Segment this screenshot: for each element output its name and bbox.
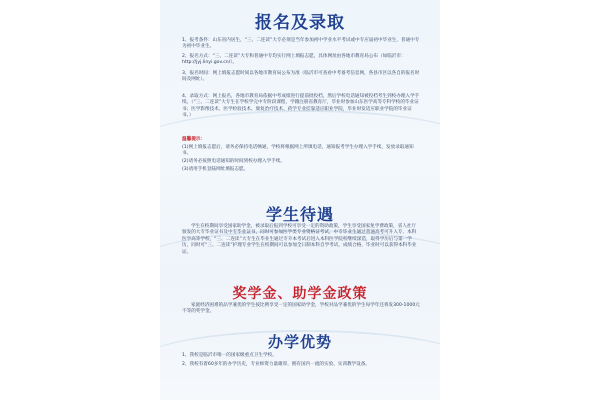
enroll-item-1: 1、报考条件：山东省内居生，“三、二连读”大专必须是当年参加初中学业水平考试或中专应届初中毕业生，普通中专为初中毕业生。 xyxy=(182,38,420,50)
admission-poster xyxy=(160,0,440,400)
heading-treatment: 学生待遇 xyxy=(265,205,334,224)
tip-1: (1)网上填报志愿后，请务必保持电话畅通，学校将根据网上所填电话，通知报考学生办理入学手续，发放录取通知书。 xyxy=(182,145,414,157)
enroll-item-3: 3、报名时间：网上填报志愿时间以各地市教育局公布为准（临沂市可查看中考备考信息网，各县市区以各自的报名时间及网址）。 xyxy=(182,71,420,83)
heading-advantages: 办学优势 xyxy=(267,333,332,351)
treatment-paragraph: 学生在校期间享受国家助学金，被录取后报到学校可享受一定的资助政策，学生享受国家免学费政策，省人社厅颁发的大专毕业证书及中专毕业证书，同时可参加医学类专业资格证考试，中专毕业生通过普通高考可升入专、本科医学高等学校，“三、二连读”大专生在毕业生通过专升本考试后进入本科医学院校继续深造，取得学历后与第一学历，同时可“三、二连读”护理专业学生在校期间可以参加全日制本科自学考试，成绩合格，毕业时可以获得本科毕业证。 xyxy=(182,224,417,255)
scholarship-paragraph: 家庭经济困难的品学兼优的学生按比例享受一定的国家助学金，学校对品学兼优的学生每学年还将发300-1000元不等的奖学金。 xyxy=(182,303,420,315)
tip-2: (2)请务必按照电话通知的时间到校办理入学手续。 xyxy=(182,159,285,164)
tip-3: (3)请用手机登陆网址填报志愿。 xyxy=(182,167,249,172)
heading-scholarship: 奖学金、助学金政策 xyxy=(232,286,368,302)
advantage-item-1: 1、我校是临沂市唯一的国家级重点卫生学校。 xyxy=(182,353,277,358)
warning-title: 温馨提示： xyxy=(182,137,205,142)
enroll-item-2: 2、报名方式：“三、二连读”大专和普通中专均实行网上填报志愿，具体网址由各地市教育局公布（如临沂市：http://jyj.linyi.gov.cn/）。 xyxy=(182,54,406,66)
heading-enroll: 报名及录取 xyxy=(255,13,345,33)
enroll-item-4: 4、录取方式：网上报名，各地市教育局依据中考成绩进行提前批投档，然后学校电话通知被投档考生到校办理入学手续。（“三、二连读”大专生在学校学完中专阶段课程，学籍注册省教育厅，毕业时参加山东医学高等专科学校的毕业证书；医学影像技术、医学检验技术、康复治疗技术、药学专业挂靠适应职业学院，毕业时发适应职业学院的毕业证书。） xyxy=(182,94,420,119)
advantage-item-2: 2、我校有着60多年的办学历史，专业师资力量雄厚，拥有国内一流的实验、实训教学设备。 xyxy=(182,362,370,367)
